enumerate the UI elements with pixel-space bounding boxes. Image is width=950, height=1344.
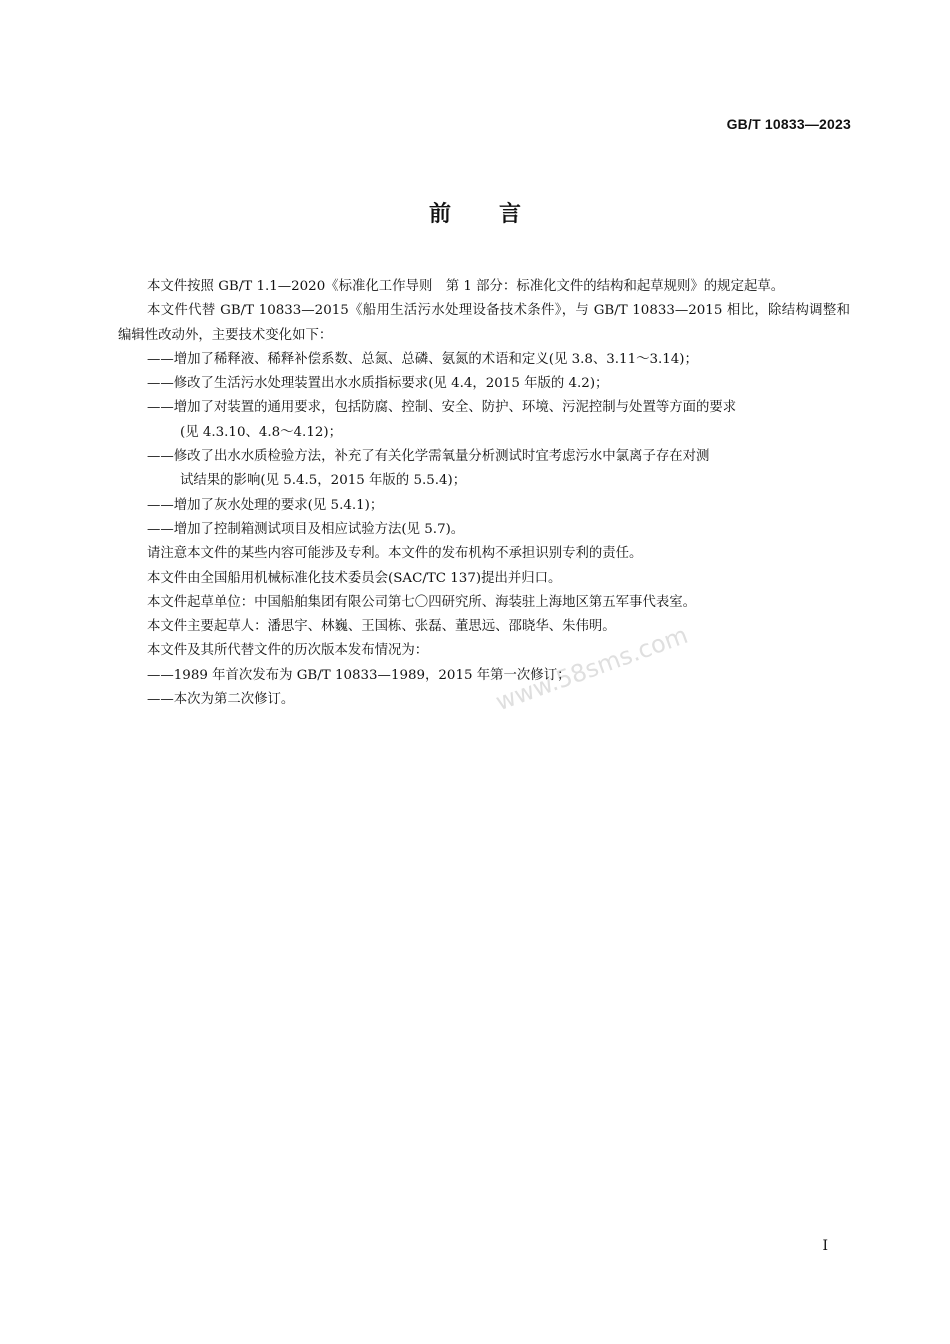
- page-number: I: [822, 1238, 828, 1254]
- watermark: www.58sms.com: [492, 620, 692, 717]
- list-item: [118, 664, 850, 688]
- paragraph-replacement: 本文件代替 GB/T 10833—2015《船用生活污水处理设备技术条件》，与 GB/T 10833—2015 相比，除结构调整和编辑性改动外，主要技术变化如下：: [118, 303, 850, 343]
- document-body: [118, 275, 850, 712]
- paragraph-proposer: 本文件由全国船用机械标准化技术委员会(SAC/TC 137)提出并归口。: [147, 570, 562, 586]
- list-item-text: ——本次为第二次修订。: [147, 692, 295, 708]
- list-item-continuation: (见 4.3.10、4.8～4.12)；: [180, 424, 342, 440]
- paragraph-patent-notice: 请注意本文件的某些内容可能涉及专利。本文件的发布机构不承担识别专利的责任。: [147, 546, 643, 562]
- list-item-continuation: 试结果的影响(见 5.4.5，2015 年版的 5.5.4)；: [180, 473, 467, 489]
- paragraph-drafters: 本文件主要起草人：潘思宇、林巍、王国栋、张磊、董思远、邵晓华、朱伟明。: [147, 619, 616, 635]
- list-item: [118, 445, 850, 494]
- standard-number: GB/T 10833—2023: [726, 116, 851, 132]
- list-item: [118, 494, 850, 518]
- list-item: [118, 688, 850, 712]
- paragraph-drafting-units: 本文件起草单位：中国船舶集团有限公司第七〇四研究所、海装驻上海地区第五军事代表室。: [147, 594, 697, 610]
- paragraph-drafting-rules: 本文件按照 GB/T 1.1—2020《标准化工作导则 第 1 部分：标准化文件的结构和起草规则》的规定起草。: [147, 279, 785, 294]
- list-item-text: ——增加了对装置的通用要求，包括防腐、控制、安全、防护、环境、污泥控制与处置等方面的要求: [147, 400, 737, 416]
- list-item-text: ——增加了稀释液、稀释补偿系数、总氮、总磷、氨氮的术语和定义(见 3.8、3.11～3.14)；: [147, 351, 698, 367]
- list-item-text: ——修改了出水水质检验方法，补充了有关化学需氧量分析测试时宜考虑污水中氯离子存在对测: [147, 449, 710, 465]
- list-item: [118, 518, 850, 542]
- list-item-text: ——1989 年首次发布为 GB/T 10833—1989，2015 年第一次修订；: [147, 667, 571, 683]
- list-item: [118, 372, 850, 396]
- list-item-text: ——增加了控制箱测试项目及相应试验方法(见 5.7)。: [147, 521, 465, 537]
- list-item: [118, 396, 850, 445]
- list-item-text: ——修改了生活污水处理装置出水水质指标要求(见 4.4，2015 年版的 4.2)；: [147, 376, 609, 392]
- change-list: [118, 348, 850, 542]
- list-item: [118, 348, 850, 372]
- paragraph-history-intro: 本文件及其所代替文件的历次版本发布情况为：: [147, 643, 429, 659]
- history-list: [118, 664, 850, 713]
- list-item-text: ——增加了灰水处理的要求(见 5.4.1)；: [147, 497, 384, 513]
- page-title: 前言: [428, 202, 569, 227]
